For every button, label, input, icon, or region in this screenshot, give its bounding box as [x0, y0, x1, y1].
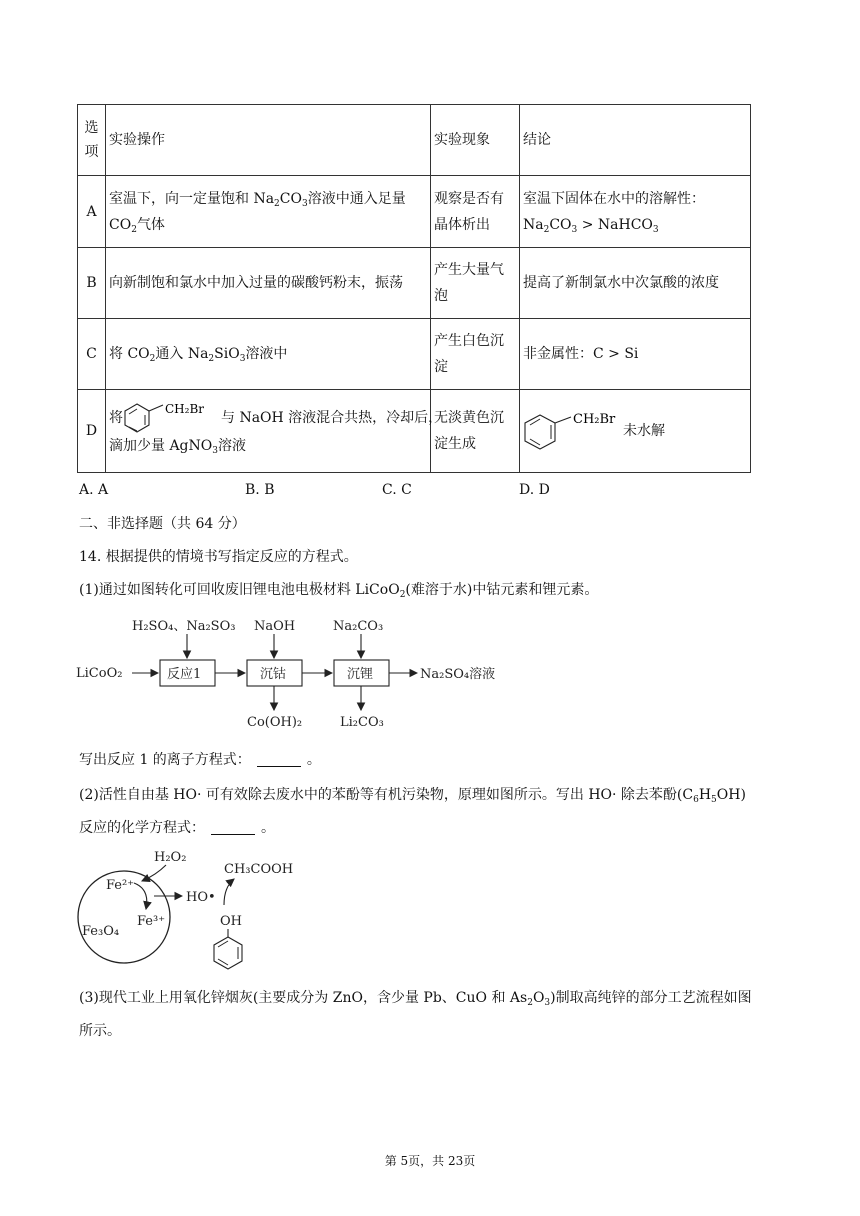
svg-text:Fe₃O₄: Fe₃O₄ — [82, 924, 120, 939]
question-stem: 14. 根据提供的情境书写指定反应的方程式。 — [79, 549, 358, 565]
end-product: Na₂SO₄溶液 — [420, 667, 496, 682]
row-conclusion: 提高了新制氯水中次氯酸的浓度 — [520, 248, 751, 319]
row-operation: 将 $CO_2$通入 $Na_2SiO_3$溶液中 — [106, 319, 431, 390]
row-option: A — [78, 176, 106, 248]
row-conclusion: CH₂Br 未水解 — [520, 390, 751, 473]
experiment-table — [77, 104, 751, 473]
section-title: 二、非选择题（共 64 分） — [79, 516, 246, 532]
table-header-row — [78, 105, 751, 176]
svg-text:沉锂: 沉锂 — [347, 667, 374, 682]
svg-text:沉钴: 沉钴 — [260, 667, 287, 682]
svg-text:HO•: HO• — [186, 890, 216, 905]
part-3-text: (3)现代工业上用氧化锌烟灰(主要成分为 ZnO，含少量 Pb、CuO 和 $As_2O_3$)制取高纯锌的部分工艺流程如图 — [79, 990, 752, 1008]
svg-text:Li₂CO₃: Li₂CO₃ — [340, 715, 384, 730]
svg-text:Co(OH)₂: Co(OH)₂ — [247, 715, 303, 730]
row-option: D — [78, 390, 106, 473]
header-phenomenon: 实验现象 — [431, 105, 520, 176]
table-row — [78, 248, 751, 319]
row-option: B — [78, 248, 106, 319]
svg-text:H₂O₂: H₂O₂ — [154, 850, 187, 865]
answer-blank[interactable] — [211, 820, 255, 835]
part-1-question: 写出反应 1 的离子方程式： 。 — [79, 752, 321, 768]
svg-text:H₂SO₄、Na₂SO₃: H₂SO₄、Na₂SO₃ — [132, 619, 236, 634]
answer-blank[interactable] — [257, 752, 301, 767]
svg-text:反应1: 反应1 — [167, 667, 202, 682]
ch2br-label: CH₂Br — [165, 403, 205, 416]
part-2-question: 反应的化学方程式： 。 — [79, 820, 275, 836]
choice-b: B. B — [245, 482, 275, 498]
svg-text:CH₃COOH: CH₃COOH — [224, 862, 294, 877]
fenton-cycle-diagram — [74, 843, 304, 973]
part-3-text-cont: 所示。 — [79, 1023, 121, 1039]
svg-text:Fe³⁺: Fe³⁺ — [137, 914, 166, 929]
table-row — [78, 319, 751, 390]
ch2br-label: CH₂Br — [573, 412, 616, 427]
row-operation: 向新制饱和氯水中加入过量的碳酸钙粉末，振荡 — [106, 248, 431, 319]
table-row — [78, 176, 751, 248]
row-operation: 将 CH₂Br 与 NaOH 溶液混合共热，冷却后， 滴加少量 AgNO$_3$溶液 — [106, 390, 431, 473]
benzyl-bromide-structure — [123, 403, 221, 433]
header-operation: 实验操作 — [106, 105, 431, 176]
choice-c: C. C — [382, 482, 412, 498]
page-footer: 第 5页，共 23页 — [384, 1154, 476, 1168]
choice-a: A. A — [79, 482, 109, 498]
row-conclusion: 非金属性：C > Si — [520, 319, 751, 390]
row-phenomenon: 观察是否有晶体析出 — [431, 176, 520, 248]
header-option: 选项 — [78, 105, 106, 176]
row-phenomenon: 产生白色沉淀 — [431, 319, 520, 390]
part-1-text: (1)通过如图转化可回收废旧锂电池电极材料 LiCoO$_2$(难溶于水)中钴元素和锂元素。 — [79, 582, 599, 600]
svg-text:OH: OH — [220, 914, 242, 929]
row-phenomenon: 产生大量气泡 — [431, 248, 520, 319]
start-material: LiCoO₂ — [76, 666, 123, 681]
header-conclusion: 结论 — [520, 105, 751, 176]
benzyl-bromide-structure — [523, 409, 623, 453]
svg-text:NaOH: NaOH — [254, 619, 296, 634]
choice-d: D. D — [519, 482, 550, 498]
row-phenomenon: 无淡黄色沉淀生成 — [431, 390, 520, 473]
svg-text:Na₂CO₃: Na₂CO₃ — [333, 619, 384, 634]
recycling-flowchart — [74, 612, 504, 737]
row-option: C — [78, 319, 106, 390]
table-row — [78, 390, 751, 473]
row-operation: 室温下，向一定量饱和 $Na_2CO_3$溶液中通入足量 $CO_2$气体 — [106, 176, 431, 248]
svg-text:Fe²⁺: Fe²⁺ — [106, 878, 135, 893]
row-conclusion: 室温下固体在水中的溶解性： $Na_2CO_3$ > NaHCO$_3$ — [520, 176, 751, 248]
part-2-text: (2)活性自由基 HO· 可有效除去废水中的苯酚等有机污染物，原理如图所示。写出 HO· 除去苯酚$(C_6H_5OH)$ — [79, 787, 746, 805]
